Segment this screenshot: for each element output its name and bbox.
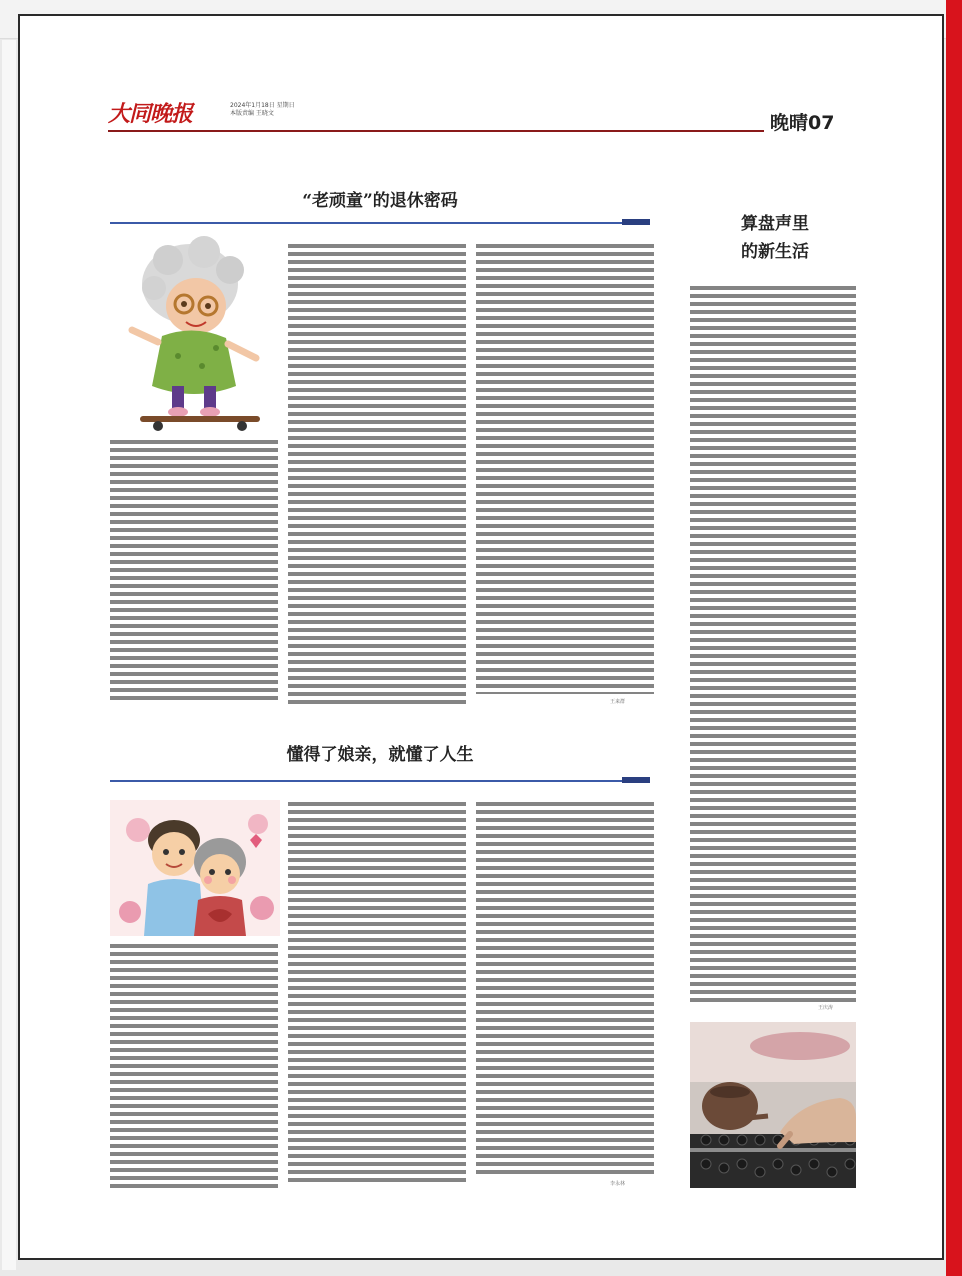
sidebar-article-title [700,210,850,266]
article-2-rule [110,780,650,782]
grandma-skateboard-illustration [118,226,274,434]
article-2-column-1 [110,944,278,1188]
scan-strip [2,40,16,1270]
article-1-rule [110,222,650,224]
dateline [230,102,370,118]
sidebar-title-line-2: 的新生活 [741,242,809,262]
article-2-title: 懂得了娘亲，就懂了人生 [286,745,474,765]
article-2-byline: 李永林 [610,1181,626,1187]
article-2-column-2 [288,802,466,1186]
red-edge-bar [946,0,962,1276]
sidebar-title-line-1: 算盘声里 [741,214,809,234]
article-1-byline: 王来群 [610,699,626,705]
section-label: 晚晴07 [770,112,835,134]
newspaper-logo: 大同晚报 [108,101,193,127]
sidebar-byline: 王庆涛 [818,1005,834,1011]
mother-son-hug-illustration [110,800,280,936]
dateline-editor: 本版责编 王晓文 [230,110,274,117]
article-2-column-3 [476,802,654,1178]
article-1-column-1 [110,440,278,704]
masthead-rule [108,130,764,132]
sidebar-article-column [690,286,856,1002]
dateline-date: 2024年1月18日 星期日 [230,102,295,109]
abacus-hand-photo [690,1022,856,1188]
article-1-title: “老顽童”的退休密码 [302,191,458,211]
article-1-column-3 [476,244,654,694]
article-1-column-2 [288,244,466,704]
